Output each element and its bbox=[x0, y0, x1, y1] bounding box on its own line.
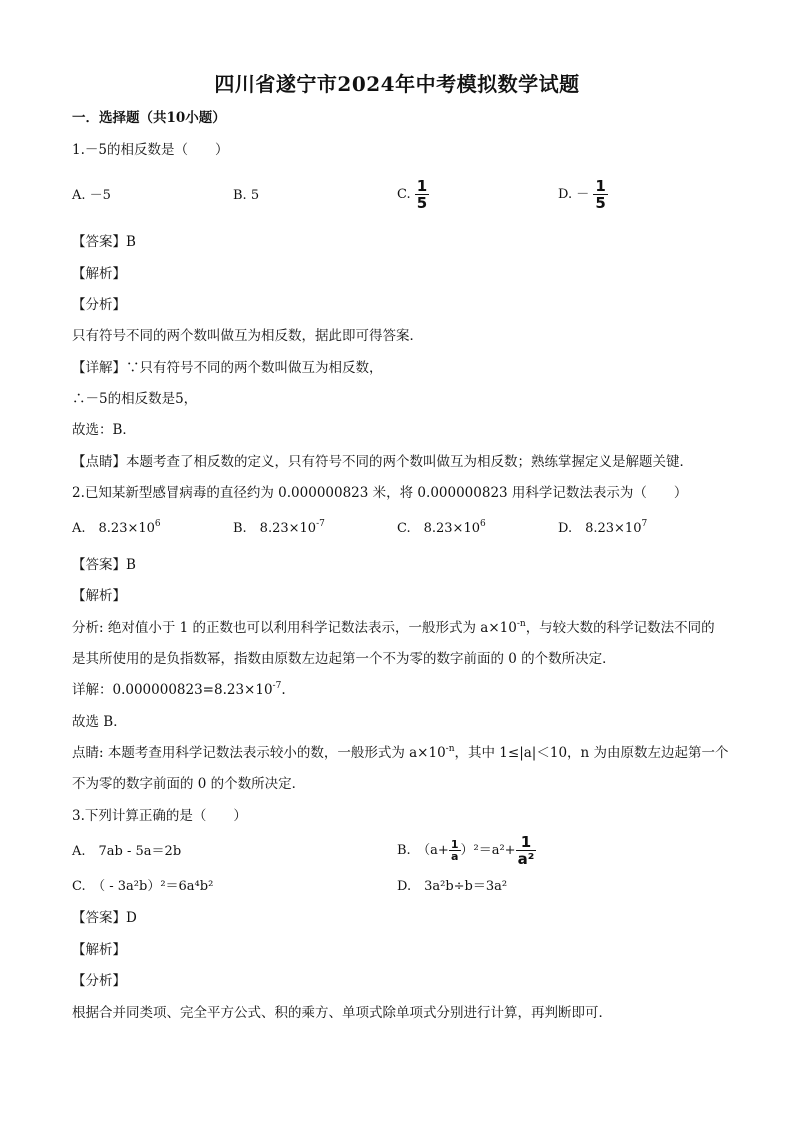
q1-answer: 【答案】B bbox=[72, 234, 136, 250]
fraction-denominator: 5 bbox=[595, 194, 606, 212]
q2-option-d-base: D. 8.23×10 bbox=[558, 521, 642, 536]
q1-option-c-fraction bbox=[415, 178, 429, 211]
q2-fenxi-text-a: 分析: 绝对值小于 1 的正数也可以利用科学记数法表示，一般形式为 a×10 bbox=[72, 620, 517, 636]
q2-option-d-exponent: 7 bbox=[641, 519, 648, 529]
q2-option-b bbox=[233, 519, 325, 539]
fraction-denominator: 5 bbox=[416, 194, 428, 212]
q3-fenxi-label: 【分析】 bbox=[72, 973, 126, 989]
q2-fenxi-line-1 bbox=[72, 618, 715, 638]
q1-detail-2: ∴－5的相反数是5， bbox=[72, 391, 198, 407]
q3-option-b-fraction-1 bbox=[449, 839, 461, 862]
fraction-numerator: 1 bbox=[595, 177, 606, 195]
fraction-numerator: 1 bbox=[450, 838, 459, 851]
fraction-numerator: 1 bbox=[416, 177, 428, 195]
q1-option-d-fraction bbox=[593, 178, 607, 211]
q2-comment-line-2: 不为零的数字前面的 0 的个数所决定． bbox=[72, 776, 306, 792]
q2-option-a-exponent: 6 bbox=[154, 519, 161, 529]
q1-detail-1: 【详解】∵只有符号不同的两个数叫做互为相反数， bbox=[72, 360, 383, 376]
q1-fenxi-label: 【分析】 bbox=[72, 297, 126, 313]
q1-stem: 1.－5的相反数是（ ） bbox=[72, 142, 229, 158]
fraction-numerator: 1 bbox=[516, 834, 537, 851]
q2-comment-exponent: -n bbox=[445, 744, 455, 754]
q2-fenxi-exponent: -n bbox=[516, 619, 526, 629]
q1-analysis-label: 【解析】 bbox=[72, 266, 126, 282]
q1-option-c bbox=[397, 178, 429, 211]
q3-stem: 3.下列计算正确的是（ ） bbox=[72, 808, 247, 824]
q1-fenxi-text: 只有符号不同的两个数叫做互为相反数，据此即可得答案． bbox=[72, 328, 423, 344]
q3-option-a: A. 7ab - 5a＝2b bbox=[72, 844, 182, 859]
q2-option-b-exponent: -7 bbox=[316, 519, 325, 529]
q2-answer: 【答案】B bbox=[72, 557, 136, 573]
q2-option-b-base: B. 8.23×10 bbox=[233, 521, 317, 536]
page-title: 四川省遂宁市2024年中考模拟数学试题 bbox=[214, 72, 580, 96]
q2-stem: 2.已知某新型感冒病毒的直径约为 0.000000823 米，将 0.000000823 用科学记数法表示为（ ） bbox=[72, 485, 688, 501]
q2-detail-exponent: -7 bbox=[272, 681, 282, 691]
q2-choose: 故选 B． bbox=[72, 714, 127, 730]
q3-option-b-fraction-2 bbox=[516, 834, 537, 867]
q1-comment: 【点睛】本题考查了相反数的定义，只有符号不同的两个数叫做互为相反数；熟练掌握定义是解题关键． bbox=[72, 454, 693, 470]
q1-option-d-label: D. － bbox=[558, 187, 590, 202]
q3-option-b bbox=[397, 834, 536, 867]
q3-option-c: C. （ - 3a²b）²＝6a⁴b² bbox=[72, 879, 214, 894]
q1-choose: 故选：B． bbox=[72, 422, 136, 438]
q2-option-a bbox=[72, 519, 161, 539]
q2-option-c-base: C. 8.23×10 bbox=[397, 521, 480, 536]
q2-detail-end: . bbox=[281, 682, 286, 698]
q2-comment-line-1 bbox=[72, 743, 729, 763]
q2-option-c bbox=[397, 519, 486, 539]
q2-comment-text-a: 点睛: 本题考查用科学记数法表示较小的数，一般形式为 a×10 bbox=[72, 745, 446, 761]
q2-detail-text: 详解：0.000000823=8.23×10 bbox=[72, 682, 273, 698]
q3-answer: 【答案】D bbox=[72, 910, 137, 926]
fraction-denominator: a bbox=[450, 850, 459, 863]
q2-detail bbox=[72, 680, 286, 700]
q2-comment-text-b: ，其中 1≤|a|＜10，n 为由原数左边起第一个 bbox=[454, 745, 729, 761]
q3-option-d: D. 3a²b÷b＝3a² bbox=[397, 879, 508, 894]
q1-option-b: B. 5 bbox=[233, 188, 260, 203]
q3-fenxi-text: 根据合并同类项、完全平方公式、积的乘方、单项式除单项式分别进行计算，再判断即可． bbox=[72, 1005, 612, 1021]
section-heading: 一．选择题（共10小题） bbox=[72, 110, 226, 126]
q1-option-a: A. －5 bbox=[72, 188, 111, 203]
q2-option-d bbox=[558, 519, 647, 539]
q2-fenxi-text-b: ，与较大数的科学记数法不同的 bbox=[525, 620, 715, 636]
q2-option-a-base: A. 8.23×10 bbox=[72, 521, 155, 536]
q3-option-b-middle: ）²＝a²+ bbox=[460, 843, 516, 858]
q3-option-b-prefix: B. （a+ bbox=[397, 843, 449, 858]
q1-option-c-label: C. bbox=[397, 187, 411, 202]
q3-analysis-label: 【解析】 bbox=[72, 942, 126, 958]
q1-option-d bbox=[558, 178, 608, 211]
q2-fenxi-line-2: 是其所使用的是负指数幂，指数由原数左边起第一个不为零的数字前面的 0 的个数所决定． bbox=[72, 651, 616, 667]
q2-option-c-exponent: 6 bbox=[480, 519, 486, 529]
fraction-denominator: a² bbox=[517, 850, 535, 868]
q2-analysis-label: 【解析】 bbox=[72, 588, 126, 604]
